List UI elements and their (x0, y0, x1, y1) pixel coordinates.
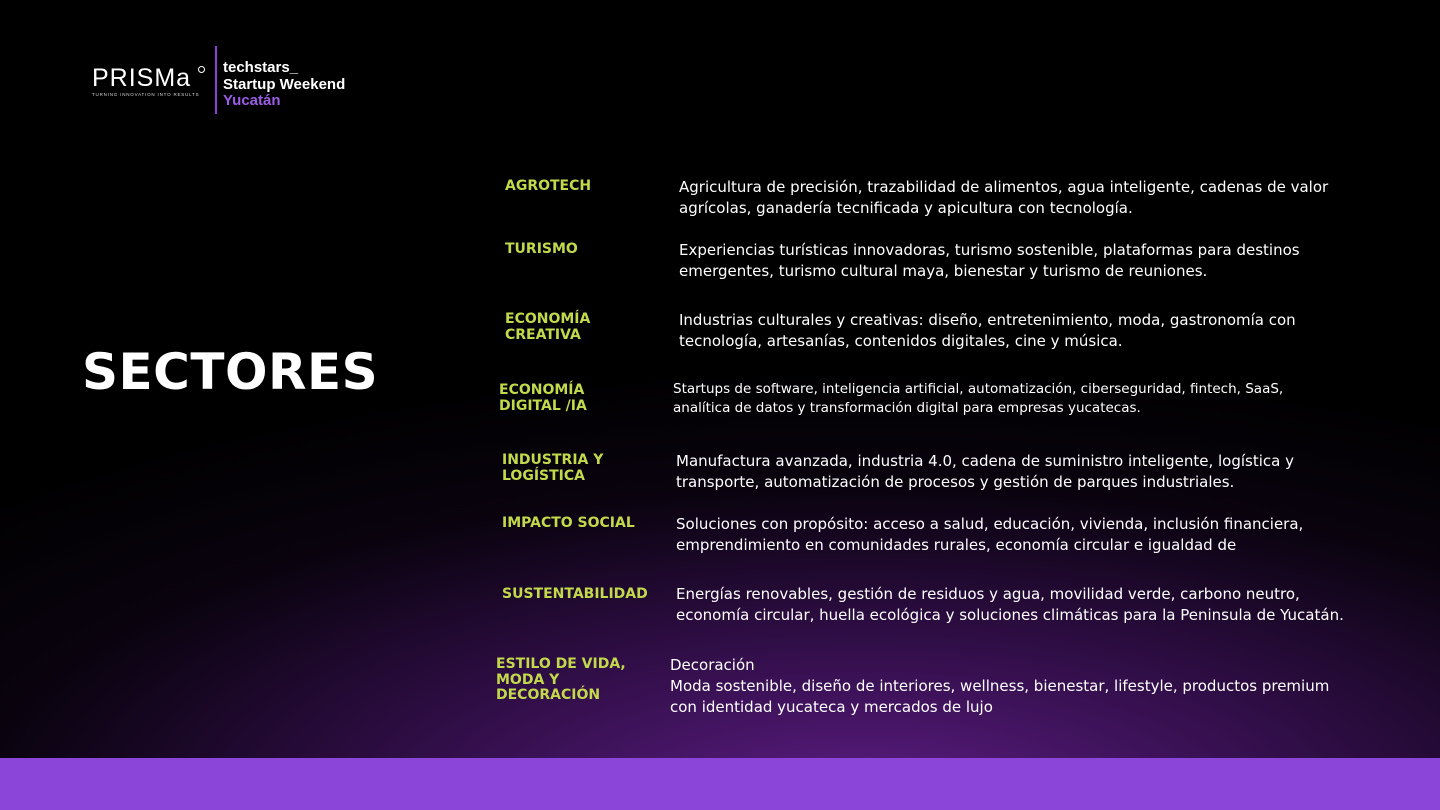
page-title: SECTORES (82, 343, 379, 401)
bottom-accent-bar (0, 758, 1440, 810)
sector-name: ECONOMÍA CREATIVA (505, 311, 591, 343)
sector-name: ECONOMÍA DIGITAL /IA (499, 382, 587, 414)
sector-description: Manufactura avanzada, industria 4.0, cadena de suministro inteligente, logística y transporte, automatización de procesos y gestión de parques industriales. (676, 452, 1294, 491)
header-logos (90, 46, 380, 118)
sector-name: TURISMO (505, 241, 578, 257)
prisma-logo-dot-icon (198, 66, 205, 73)
sector-description: Soluciones con propósito: acceso a salud, educación, vivienda, inclusión financiera, emprendimiento en comunidades rurales, economía circular e igualdad de (676, 515, 1304, 554)
logo-divider (215, 46, 217, 114)
sector-name: SUSTENTABILIDAD (502, 586, 648, 602)
event-city: Yucatán (223, 92, 281, 109)
sector-description: Industrias culturales y creativas: diseño, entretenimiento, moda, gastronomía con tecnología, artesanías, contenidos digitales, cine y música. (679, 311, 1296, 350)
techstars-logo: techstars_ (223, 59, 299, 76)
sector-name: AGROTECH (505, 178, 592, 194)
sector-description: Energías renovables, gestión de residuos y agua, movilidad verde, carbono neutro, economía circular, huella ecológica y soluciones climáticas para la Peninsula de Yucatán. (676, 585, 1344, 624)
sector-description: Decoración Moda sostenible, diseño de interiores, wellness, bienestar, lifestyle, productos premium con identidad yucateca y mercados de lujo (670, 656, 1330, 716)
sector-name: INDUSTRIA Y LOGÍSTICA (502, 452, 604, 484)
sector-name: ESTILO DE VIDA, MODA Y DECORACIÓN (496, 656, 626, 703)
sector-name: IMPACTO SOCIAL (502, 515, 635, 531)
event-name: Startup Weekend (223, 76, 346, 93)
sector-description: Agricultura de precisión, trazabilidad de alimentos, agua inteligente, cadenas de valor agrícolas, ganadería tecnificada y apicultura con tecnología. (679, 178, 1329, 217)
sector-description: Experiencias turísticas innovadoras, turismo sostenible, plataformas para destinos emergentes, turismo cultural maya, bienestar y turismo de reuniones. (679, 241, 1300, 280)
prisma-tagline: TURNING INNOVATION INTO RESULTS (92, 92, 200, 97)
sector-description: Startups de software, inteligencia artificial, automatización, ciberseguridad, fintech, SaaS, analítica de datos y transformación digital para empresas yucatecas. (673, 381, 1284, 416)
prisma-logo: PRISMa (92, 64, 192, 92)
